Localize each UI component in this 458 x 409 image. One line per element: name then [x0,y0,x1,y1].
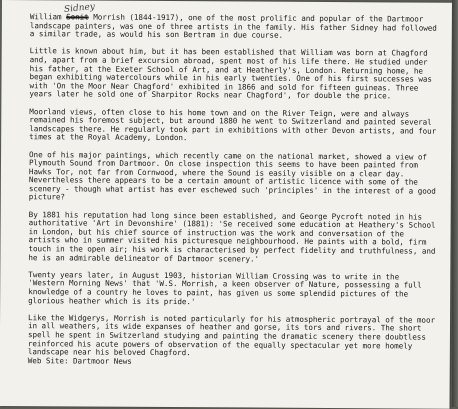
paragraph-major-paintings: One of his major paintings, which recently came on the national market, showed a view of Plymouth Sound from Dartmoor. On close inspection this seems to have been painted from Hawks Tor, not far from Cornwood, where the Sound is easily visible on a clear day. Nevertheless there appears to be a certain amount of artistic licence with some of the scenery - though what artist has ever eschewed such 'principles' in the interest of a good picture? [28,149,436,202]
handwritten-annotation: Sidney [63,1,96,15]
paragraph-widgerys: Like the Widgerys, Morrish is noted particularly for his atmospheric portrayal of the moor in all weathers, its wide expanses of heather and gorse, its tors and rivers. The short spell he spent in Switzerland studying and painting the dramatic scenery there doubtless reinforced his acute powers of observation of the equally spectacular yet more homely landscape near his beloved Chagford. [27,312,436,358]
paragraph-crossing-quote: Twenty years later, in August 1903, historian William Crossing was to write in the 'Western Morning News' that 'W.S. Morrish, a keen observer of Nature, possessing a full knowledge of a country he loves to paint, has given us some splendid pictures of the glorious heather which is its pride.' [28,269,422,306]
struck-out-word: Sonit [66,12,89,22]
intro-lead: William [29,12,67,22]
paragraph-early-life: Little is known about him, but it has been established that William was born at Chagford and, apart from a brief excursion abroad, spent most of his life there. He studied under his father, at the Exeter School of Art, and at Heatherly's, London. Returning home, he began exhibiting watercolours while in his early twenties. One of his first successes was with 'On the Moor Near Chagford' exhibited in 1866 and sold for fifteen guineas. Three years later he sold one of Sharpitor Rocks near Chagford', for double the price. [29,46,433,101]
paragraph-moorland-views: Moorland views, often close to his home town and on the River Teign, were and always remained his foremost subject, but around 1880 he went to Switzerland and painted several landscapes there. He regularly took part in exhibitions with other Devon artists, and four times at the Royal Academy, London. [29,106,437,143]
paragraph-reputation: By 1881 his reputation had long since been established, and George Pycroft noted in his authoritative 'Art in Devonshire' (1881): 'Se received some education at Heathery's School in London, but his chief source of instruction was the work and conversation of the artists who in summer visited his picturesque neighbourhood. He paints with a bold, firm touch in the open air; his work is characterised by perfect fidelity and truthfulness, and he is an admirable delineator of Dartmoor scenery.' [28,209,436,264]
background-edge [452,0,458,407]
intro-text: Morrish (1844-1917), one of the most prolific and popular of the Dartmoor landscape painters, was one of three artists in the family. His father Sidney had followed a similar trade, as would his son Bertram in due course. [29,12,437,40]
article-body [28,13,448,376]
intro-paragraph [30,13,448,41]
website-credit: Web Site: Dartmoor News [27,355,132,366]
